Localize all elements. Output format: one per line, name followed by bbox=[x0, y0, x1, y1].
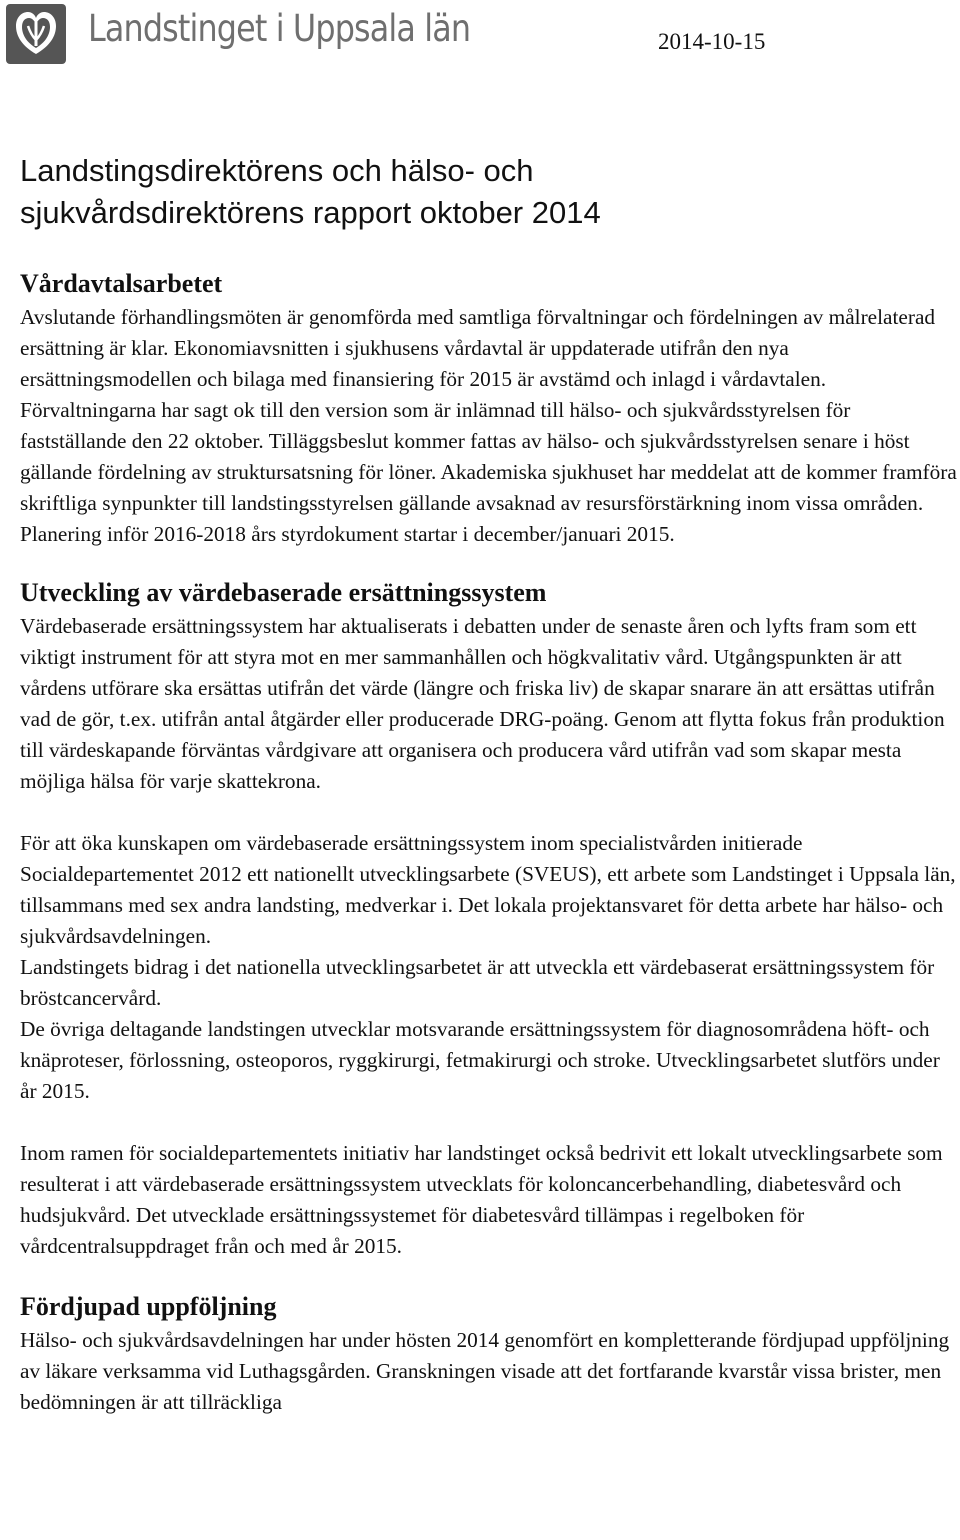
section-vardebaserade-ersattningssystem bbox=[20, 575, 960, 1262]
organization-name: Landstinget i Uppsala län bbox=[88, 7, 471, 50]
section-paragraph: Inom ramen för socialdepartementets initiativ har landstinget också bedrivit ett lokalt utvecklingsarbete som resulterat i att värdebaserade ersättningssystem utvecklats för koloncancerbehandling, diabetesvård och hudsjukvård. Det utvecklade ersättningssystemet för diabetesvård tillämpas i regelboken för vårdcentralsuppdraget från och med år 2015. bbox=[20, 1141, 943, 1258]
section-paragraph: De övriga deltagande landstingen utvecklar motsvarande ersättningssystem för diagnosområdena höft- och knäproteser, förlossning, osteoporos, ryggkirurgi, fetmakirurgi och stroke. Utvecklingsarbetet slutförs under år 2015. bbox=[20, 1017, 940, 1103]
document-title bbox=[20, 150, 950, 234]
section-paragraph: Värdebaserade ersättningssystem har aktualiserats i debatten under de senaste åren och lyfts fram som ett viktigt instrument för att styra mot en mer sammanhållen och högkvalitativ vård. Utgångspunkten är att vårdens utförare ska ersättas utifrån det värde (längre och friska liv) de skapar snarare än att ersättas utifrån vad de gör, t.ex. utifrån antal åtgärder eller producerade DRG-poäng. Genom att flytta fokus från produktion till värdeskapande förväntas vårdgivare att organisera och producera vård utifrån vad som skapar mesta möjliga hälsa för varje skattekrona. bbox=[20, 614, 945, 793]
page-header bbox=[0, 0, 960, 70]
section-vardavtalsarbetet bbox=[20, 266, 960, 550]
document-title-line-2: sjukvårdsdirektörens rapport oktober 2014 bbox=[20, 195, 601, 230]
section-heading: Vårdavtalsarbetet bbox=[20, 269, 223, 298]
section-paragraph: För att öka kunskapen om värdebaserade ersättningssystem inom specialistvården initierade Socialdepartementet 2012 ett nationellt utvecklingsarbete (SVEUS), ett arbete som Landstinget i Uppsala län, tillsammans med sex andra landsting, medverkar i. Det lokala projektansvaret för detta arbete har hälso- och sjukvårdsavdelningen. bbox=[20, 831, 956, 948]
section-paragraph: Avslutande förhandlingsmöten är genomförda med samtliga förvaltningar och fördelningen av målrelaterad ersättning är klar. Ekonomiavsnitten i sjukhusens vårdavtal är uppdaterade utifrån den nya ersättningsmodellen och bilaga med finansiering för 2015 är avstämd och inlagd i vårdavtalen. Förvaltningarna har sagt ok till den version som är inlämnad till hälso- och sjukvårdsstyrelsen för fastställande den 22 oktober. Tilläggsbeslut kommer fattas av hälso- och sjukvårdsstyrelsen senare i höst gällande fördelning av struktursatsning för löner. Akademiska sjukhuset har meddelat att de kommer framföra skriftliga synpunkter till landstingsstyrelsen gällande avsaknad av resursförstärkning inom vissa områden. Planering inför 2016-2018 års styrdokument startar i december/januari 2015. bbox=[20, 305, 957, 546]
document-date: 2014-10-15 bbox=[658, 29, 766, 54]
document-body bbox=[20, 266, 960, 1418]
landstinget-logo-icon bbox=[4, 2, 68, 66]
section-paragraph: Hälso- och sjukvårdsavdelningen har under hösten 2014 genomfört en kompletterande fördjupad uppföljning av läkare verksamma vid Luthagsgården. Granskningen visade att det fortfarande kvarstår vissa brister, men bedömningen är att tillräckliga bbox=[20, 1328, 950, 1414]
section-fordjupad-uppfoljning bbox=[20, 1289, 960, 1418]
section-paragraph: Landstingets bidrag i det nationella utvecklingsarbetet är att utveckla ett värdebaserat ersättningssystem för bröstcancervård. bbox=[20, 955, 935, 1010]
section-heading: Fördjupad uppföljning bbox=[20, 1292, 277, 1321]
document-title-line-1: Landstingsdirektörens och hälso- och bbox=[20, 153, 534, 188]
section-heading: Utveckling av värdebaserade ersättningssystem bbox=[20, 578, 547, 607]
